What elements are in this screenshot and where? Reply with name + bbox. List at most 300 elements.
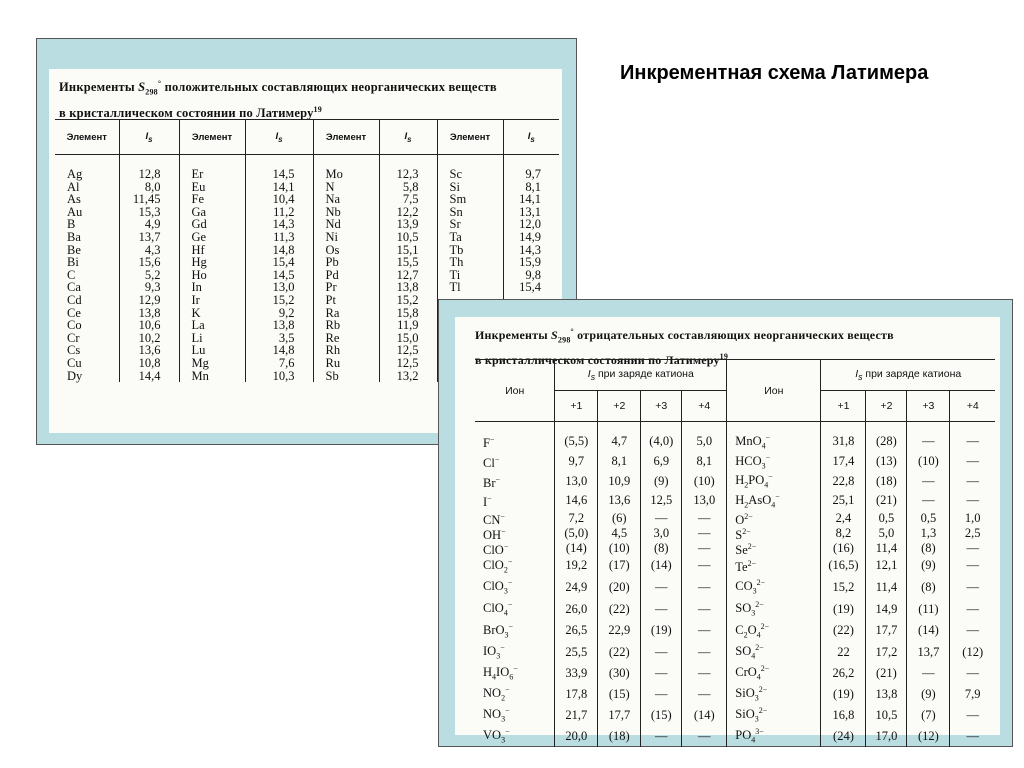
- increment-value: 13,0: [245, 281, 313, 294]
- element-symbol: Rb: [313, 319, 379, 332]
- element-symbol: Re: [313, 332, 379, 345]
- table-row: [55, 269, 559, 282]
- increment-value: 15,4: [503, 281, 559, 294]
- increment-value: 1,3: [907, 526, 950, 541]
- increment-value: 12,7: [379, 269, 437, 282]
- increment-value: —: [641, 642, 682, 663]
- increment-value: 14,3: [245, 218, 313, 231]
- table-row: [55, 256, 559, 269]
- ion-formula: ClO−: [483, 541, 509, 558]
- increment-value: 13,2: [379, 370, 437, 383]
- element-symbol: Ni: [313, 231, 379, 244]
- increment-value: (24): [821, 726, 866, 747]
- increment-value: —: [907, 422, 950, 452]
- element-symbol: Nb: [313, 206, 379, 219]
- increment-value: 10,3: [245, 370, 313, 383]
- increment-value: —: [907, 663, 950, 684]
- increment-value: 20,0: [555, 726, 598, 747]
- increment-value: —: [682, 684, 727, 705]
- increment-value: 8,1: [682, 452, 727, 472]
- increment-value: 3,5: [245, 332, 313, 345]
- increment-value: 26,2: [821, 663, 866, 684]
- increment-value: 7,2: [555, 511, 598, 526]
- ion-formula: ClO$_4$−: [483, 600, 513, 619]
- increment-value: 4,3: [119, 244, 179, 257]
- increment-value: 17,0: [866, 726, 907, 747]
- increment-value: 5,8: [379, 181, 437, 194]
- col-group: $I_s$ при заряде катиона: [821, 360, 995, 391]
- ion-formula: $VO_3^-$: [483, 727, 510, 746]
- ion-formula: $H_2PO_4^-$: [727, 471, 821, 491]
- increment-value: 19,2: [555, 556, 598, 576]
- ion-formula: $PO_4^{3-}$: [727, 726, 821, 747]
- increment-value: 14,9: [503, 231, 559, 244]
- element-symbol: Pd: [313, 269, 379, 282]
- table1-header: [55, 120, 559, 155]
- negative-increments-panel: [438, 299, 1013, 747]
- increment-value: 15,4: [245, 256, 313, 269]
- increment-value: 12,5: [379, 357, 437, 370]
- increment-value: 15,8: [379, 307, 437, 320]
- ion-formula: SiO$_3^{2-}$: [727, 705, 821, 726]
- increment-value: (21): [866, 663, 907, 684]
- increment-value: 12,1: [866, 556, 907, 576]
- increment-value: (18): [866, 471, 907, 491]
- increment-value: 15,2: [821, 576, 866, 599]
- increment-value: (9): [641, 471, 682, 491]
- element-symbol: Au: [67, 204, 83, 219]
- table2-header-row1: [475, 360, 995, 391]
- increment-value: 7,5: [379, 193, 437, 206]
- ion-formula: BrO$_3$−: [483, 621, 514, 640]
- table-row: [475, 452, 995, 472]
- element-symbol: Ta: [437, 231, 503, 244]
- increment-value: (9): [907, 684, 950, 705]
- increment-value: —: [682, 556, 727, 576]
- increment-value: —: [950, 663, 995, 684]
- increment-value: —: [641, 576, 682, 599]
- increment-value: —: [950, 452, 995, 472]
- element-symbol: Mn: [179, 370, 245, 383]
- element-symbol: Sn: [437, 206, 503, 219]
- increment-value: 13,8: [119, 307, 179, 320]
- ion-formula: ClO$_2$−: [483, 557, 513, 575]
- element-symbol: As: [67, 192, 81, 207]
- increment-value: —: [641, 663, 682, 684]
- increment-value: (30): [598, 663, 641, 684]
- increment-value: 14,3: [503, 244, 559, 257]
- increment-value: 7,9: [950, 684, 995, 705]
- element-symbol: Na: [313, 193, 379, 206]
- element-symbol: La: [179, 319, 245, 332]
- increment-value: (20): [598, 576, 641, 599]
- increment-value: 6,9: [641, 452, 682, 472]
- increment-value: —: [682, 511, 727, 526]
- increment-value: 12,3: [379, 155, 437, 181]
- increment-value: 5,0: [866, 526, 907, 541]
- increment-value: (10): [682, 471, 727, 491]
- increment-value: 12,5: [379, 344, 437, 357]
- element-symbol: Sc: [437, 155, 503, 181]
- increment-value: 11,2: [245, 206, 313, 219]
- increment-value: (12): [907, 726, 950, 747]
- element-symbol: Bi: [67, 255, 79, 270]
- increment-value: 9,7: [503, 155, 559, 181]
- increment-value: 4,5: [598, 526, 641, 541]
- table-row: [475, 576, 995, 599]
- col-ion: Ион: [475, 360, 555, 422]
- increment-value: 22,8: [821, 471, 866, 491]
- table1-caption: Инкременты $S_{298}^\circ$ положительных составляющих неорганических веществ в кристаллическом состоянии по Латимеру$^{19}$: [59, 79, 497, 120]
- increment-value: 7,6: [245, 357, 313, 370]
- increment-value: (15): [598, 684, 641, 705]
- increment-value: —: [682, 642, 727, 663]
- col-charge: +3: [641, 391, 682, 422]
- ion-formula: SiO$_3^{2-}$: [727, 684, 821, 705]
- ion-formula: $CO_3^{2-}$: [727, 576, 821, 599]
- ion-formula: $H_4IO_6^-$: [483, 664, 518, 683]
- table2-caption: Инкременты $S_{298}^\circ$ отрицательных составляющих неорганических веществ в кристаллическом состоянии по Латимеру$^{19}$: [475, 327, 894, 368]
- ion-formula: Cl−: [483, 454, 500, 471]
- col-is: $I_s$: [503, 120, 559, 155]
- ion-formula: $C_2O_4^{2-}$: [727, 620, 821, 642]
- element-symbol: Ru: [313, 357, 379, 370]
- increment-value: 25,1: [821, 491, 866, 511]
- col-charge: +2: [598, 391, 641, 422]
- increment-value: 17,7: [866, 620, 907, 642]
- increment-value: 10,6: [119, 319, 179, 332]
- increment-value: (16,5): [821, 556, 866, 576]
- ion-formula: OH−: [483, 526, 506, 542]
- increment-value: —: [682, 576, 727, 599]
- increment-value: 9,8: [503, 269, 559, 282]
- increment-value: (22): [598, 642, 641, 663]
- increment-value: —: [950, 726, 995, 747]
- ion-formula: I−: [483, 494, 492, 510]
- col-charge: +4: [950, 391, 995, 422]
- increment-value: (14): [682, 705, 727, 726]
- increment-value: —: [641, 726, 682, 747]
- increment-value: 11,4: [866, 541, 907, 556]
- ion-formula: $S^{2-}$: [727, 526, 821, 541]
- increment-value: 17,7: [598, 705, 641, 726]
- increment-value: (9): [907, 556, 950, 576]
- element-symbol: Ir: [179, 294, 245, 307]
- table-row: [475, 663, 995, 684]
- element-symbol: Ce: [67, 305, 81, 320]
- ion-formula: $SO_4^{2-}$: [727, 642, 821, 663]
- col-is: $I_s$: [245, 120, 313, 155]
- element-symbol: Cr: [67, 330, 80, 345]
- element-symbol: Eu: [179, 181, 245, 194]
- increment-value: 10,5: [379, 231, 437, 244]
- increment-value: 14,5: [245, 155, 313, 181]
- element-symbol: Tb: [437, 244, 503, 257]
- increment-value: (14): [641, 556, 682, 576]
- element-symbol: Cd: [67, 292, 82, 307]
- element-symbol: Al: [67, 179, 80, 194]
- ion-formula: $H_2AsO_4^-$: [727, 491, 821, 511]
- increment-value: 26,5: [555, 620, 598, 642]
- increment-value: —: [950, 471, 995, 491]
- element-symbol: Sb: [313, 370, 379, 383]
- table-row: [55, 231, 559, 244]
- element-symbol: Ga: [179, 206, 245, 219]
- increment-value: (18): [598, 726, 641, 747]
- increment-value: —: [641, 511, 682, 526]
- increment-value: —: [950, 599, 995, 620]
- increment-value: 10,2: [119, 332, 179, 345]
- increment-value: 10,8: [119, 357, 179, 370]
- ion-formula: $Te^{2-}$: [727, 556, 821, 576]
- col-element: Элемент: [437, 120, 503, 155]
- increment-value: 14,9: [866, 599, 907, 620]
- increment-value: 16,8: [821, 705, 866, 726]
- increment-value: (14): [907, 620, 950, 642]
- increment-value: 11,45: [119, 193, 179, 206]
- element-symbol: Li: [179, 332, 245, 345]
- increment-value: 25,5: [555, 642, 598, 663]
- table-row: [55, 244, 559, 257]
- col-is: $I_s$: [379, 120, 437, 155]
- table-row: [55, 281, 559, 294]
- col-group: $I_s$ при заряде катиона: [555, 360, 727, 391]
- increment-value: 10,4: [245, 193, 313, 206]
- element-symbol: Ge: [179, 231, 245, 244]
- table-row: [475, 705, 995, 726]
- col-charge: +4: [682, 391, 727, 422]
- increment-value: 5,2: [119, 269, 179, 282]
- increment-value: 13,0: [555, 471, 598, 491]
- ion-formula: $NO_2^-$: [483, 685, 510, 704]
- increment-value: (22): [821, 620, 866, 642]
- increment-value: 17,4: [821, 452, 866, 472]
- ion-formula: $HCO_3^-$: [727, 452, 821, 472]
- increment-value: —: [682, 726, 727, 747]
- ion-formula: $NO_3^-$: [483, 706, 510, 725]
- col-element: Элемент: [313, 120, 379, 155]
- increment-value: (5,5): [555, 422, 598, 452]
- element-symbol: Pr: [313, 281, 379, 294]
- increment-value: 15,9: [503, 256, 559, 269]
- increment-value: (16): [821, 541, 866, 556]
- increment-value: 15,0: [379, 332, 437, 345]
- col-element: Элемент: [179, 120, 245, 155]
- increment-value: (21): [866, 491, 907, 511]
- element-symbol: Co: [67, 318, 82, 333]
- element-symbol: Si: [437, 181, 503, 194]
- ion-formula: $IO_3^-$: [483, 643, 505, 662]
- increment-value: (19): [641, 620, 682, 642]
- increment-value: 33,9: [555, 663, 598, 684]
- table-row: [475, 684, 995, 705]
- element-symbol: Er: [179, 155, 245, 181]
- increment-value: 14,6: [555, 491, 598, 511]
- col-ion: Ион: [727, 360, 821, 422]
- increment-value: 12,9: [119, 294, 179, 307]
- element-symbol: Ra: [313, 307, 379, 320]
- increment-value: —: [907, 471, 950, 491]
- col-charge: +1: [555, 391, 598, 422]
- increment-value: 1,0: [950, 511, 995, 526]
- element-symbol: Ag: [67, 167, 83, 181]
- increment-value: —: [907, 491, 950, 511]
- table-row: [475, 541, 995, 556]
- element-symbol: Sr: [437, 218, 503, 231]
- table-row: [475, 726, 995, 747]
- increment-value: 14,1: [245, 181, 313, 194]
- increment-value: 14,8: [245, 344, 313, 357]
- increment-value: (13): [866, 452, 907, 472]
- increment-value: 11,3: [245, 231, 313, 244]
- element-symbol: Pb: [313, 256, 379, 269]
- increment-value: 4,9: [119, 218, 179, 231]
- increment-value: (14): [555, 541, 598, 556]
- increment-value: (7): [907, 705, 950, 726]
- element-symbol: Be: [67, 242, 81, 257]
- ion-formula: Br−: [483, 474, 501, 490]
- table-row: [55, 181, 559, 194]
- col-charge: +2: [866, 391, 907, 422]
- increment-value: 15,2: [245, 294, 313, 307]
- element-symbol: Pt: [313, 294, 379, 307]
- increment-value: 8,0: [119, 181, 179, 194]
- increment-value: 10,9: [598, 471, 641, 491]
- increment-value: —: [950, 541, 995, 556]
- increment-value: 9,3: [119, 281, 179, 294]
- table-row: [55, 155, 559, 181]
- element-symbol: Ti: [437, 269, 503, 282]
- ion-formula: $O^{2-}$: [727, 511, 821, 526]
- increment-value: 11,9: [379, 319, 437, 332]
- increment-value: 14,4: [119, 370, 179, 383]
- increment-value: 14,8: [245, 244, 313, 257]
- element-symbol: Mo: [313, 155, 379, 181]
- increment-value: (4,0): [641, 422, 682, 452]
- element-symbol: Ho: [179, 269, 245, 282]
- increment-value: —: [950, 576, 995, 599]
- increment-value: —: [682, 541, 727, 556]
- element-symbol: Tl: [437, 281, 503, 294]
- increment-value: 13,8: [866, 684, 907, 705]
- increment-value: 17,8: [555, 684, 598, 705]
- increment-value: —: [950, 620, 995, 642]
- increment-value: (10): [907, 452, 950, 472]
- increment-value: (12): [950, 642, 995, 663]
- increment-value: 5,0: [682, 422, 727, 452]
- increment-value: 13,8: [379, 281, 437, 294]
- increment-value: 17,2: [866, 642, 907, 663]
- col-charge: +1: [821, 391, 866, 422]
- table-row: [475, 471, 995, 491]
- col-charge: +3: [907, 391, 950, 422]
- element-symbol: Cs: [67, 343, 81, 358]
- element-symbol: Rh: [313, 344, 379, 357]
- increment-value: 10,5: [866, 705, 907, 726]
- increment-value: 15,2: [379, 294, 437, 307]
- increment-value: (8): [641, 541, 682, 556]
- table-row: [475, 491, 995, 511]
- increment-value: —: [950, 491, 995, 511]
- increment-value: 8,1: [503, 181, 559, 194]
- increment-value: —: [641, 684, 682, 705]
- increment-value: —: [641, 599, 682, 620]
- element-symbol: In: [179, 281, 245, 294]
- increment-value: (17): [598, 556, 641, 576]
- element-symbol: K: [179, 307, 245, 320]
- increment-value: (15): [641, 705, 682, 726]
- element-symbol: Os: [313, 244, 379, 257]
- increment-value: 31,8: [821, 422, 866, 452]
- element-symbol: Th: [437, 256, 503, 269]
- table-row: [55, 193, 559, 206]
- ion-formula: CN−: [483, 511, 505, 527]
- increment-value: 0,5: [907, 511, 950, 526]
- increment-value: 13,0: [682, 491, 727, 511]
- increment-value: 9,7: [555, 452, 598, 472]
- ion-formula: MnO$_4$−: [727, 422, 821, 452]
- element-symbol: Ba: [67, 229, 81, 244]
- negative-increments-table: [475, 359, 995, 747]
- table-row: [55, 206, 559, 219]
- increment-value: (22): [598, 599, 641, 620]
- increment-value: 13,8: [245, 319, 313, 332]
- increment-value: 21,7: [555, 705, 598, 726]
- increment-value: (19): [821, 599, 866, 620]
- increment-value: 12,5: [641, 491, 682, 511]
- increment-value: —: [682, 526, 727, 541]
- increment-value: 14,1: [503, 193, 559, 206]
- increment-value: (5,0): [555, 526, 598, 541]
- element-symbol: C: [67, 267, 76, 282]
- element-symbol: Dy: [67, 368, 83, 383]
- increment-value: (10): [598, 541, 641, 556]
- element-symbol: Sm: [437, 193, 503, 206]
- table-row: [475, 511, 995, 526]
- element-symbol: B: [67, 217, 76, 232]
- col-is: $I_s$: [119, 120, 179, 155]
- ion-formula: $Se^{2-}$: [727, 541, 821, 556]
- ion-formula: ClO$_3$−: [483, 578, 513, 597]
- table-row: [475, 599, 995, 620]
- increment-value: (6): [598, 511, 641, 526]
- increment-value: (11): [907, 599, 950, 620]
- increment-value: 12,0: [503, 218, 559, 231]
- increment-value: 13,7: [907, 642, 950, 663]
- element-symbol: Fe: [179, 193, 245, 206]
- negative-increments-scan: [455, 317, 1000, 746]
- element-symbol: Lu: [179, 344, 245, 357]
- increment-value: 3,0: [641, 526, 682, 541]
- table-row: [475, 526, 995, 541]
- increment-value: 15,6: [119, 256, 179, 269]
- increment-value: 13,1: [503, 206, 559, 219]
- ion-formula: CrO$_4^{2-}$: [727, 663, 821, 684]
- increment-value: 12,8: [119, 155, 179, 181]
- increment-value: 4,7: [598, 422, 641, 452]
- increment-value: (8): [907, 576, 950, 599]
- element-symbol: Nd: [313, 218, 379, 231]
- table-row: [475, 422, 995, 452]
- ion-formula: F−: [483, 435, 495, 451]
- increment-value: (8): [907, 541, 950, 556]
- element-symbol: Hg: [179, 256, 245, 269]
- increment-value: —: [950, 556, 995, 576]
- increment-value: 15,1: [379, 244, 437, 257]
- increment-value: 22: [821, 642, 866, 663]
- col-element: Элемент: [55, 120, 119, 155]
- increment-value: 13,6: [598, 491, 641, 511]
